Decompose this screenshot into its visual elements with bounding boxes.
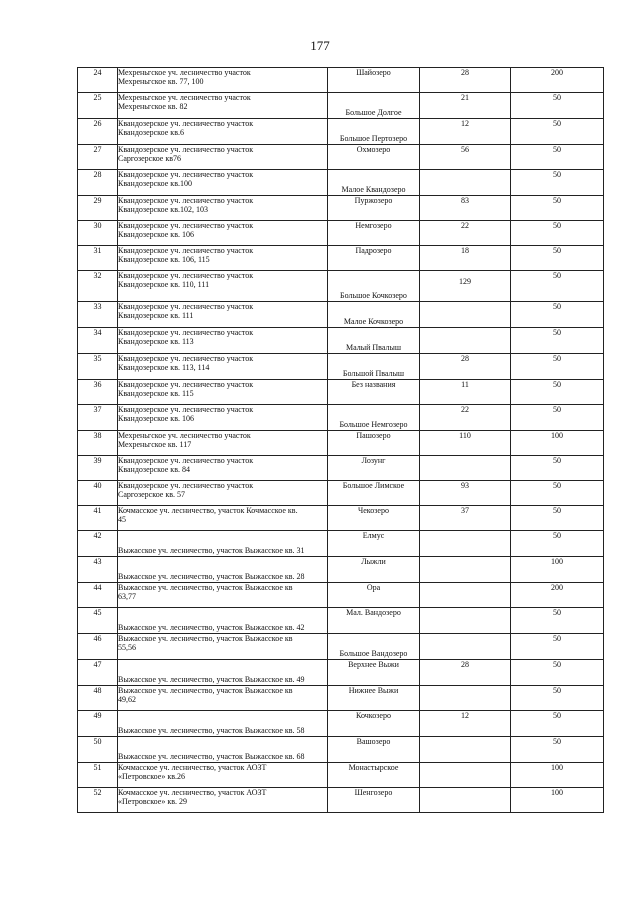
- lake-name: Верхнее Выжи: [328, 660, 420, 686]
- area-value: 11: [420, 380, 511, 405]
- area-value: [420, 302, 511, 328]
- location-line: Квандозерское кв. 115: [118, 389, 194, 398]
- row-number: 34: [78, 328, 118, 354]
- lake-name: Большое Долгое: [328, 93, 420, 119]
- lake-name: Большое Кочкозеро: [328, 271, 420, 302]
- row-number: 51: [78, 763, 118, 788]
- area-value: [420, 456, 511, 481]
- table-row: [78, 302, 604, 328]
- table-row: [78, 170, 604, 196]
- location-cell: [118, 686, 328, 711]
- table-row: [78, 788, 604, 813]
- location-cell: [118, 93, 328, 119]
- location-line: Саргозерское кв. 57: [118, 490, 186, 499]
- limit-value: 100: [511, 788, 604, 813]
- limit-value: 50: [511, 221, 604, 246]
- area-value: [420, 608, 511, 634]
- limit-value: 50: [511, 737, 604, 763]
- area-value: 28: [420, 68, 511, 93]
- table-body: [78, 68, 604, 813]
- location-cell: [118, 246, 328, 271]
- row-number: 52: [78, 788, 118, 813]
- lake-name: Шайозеро: [328, 68, 420, 93]
- location-cell: [118, 145, 328, 170]
- location-line: Мехреньгское уч. лесничество участок: [118, 93, 251, 102]
- location-line: Выжасское уч. лесничество, участок Выжасское кв. 42: [118, 623, 305, 632]
- lake-name: Большое Лимское: [328, 481, 420, 506]
- lake-name: Чекозеро: [328, 506, 420, 531]
- location-line: Квандозерское уч. лесничество участок: [118, 328, 254, 337]
- location-cell: [118, 354, 328, 380]
- location-cell: [118, 271, 328, 302]
- location-line: 55,56: [118, 643, 136, 652]
- location-line: Квандозерское уч. лесничество участок: [118, 170, 254, 179]
- location-cell: [118, 531, 328, 557]
- location-cell: [118, 711, 328, 737]
- area-value: [420, 328, 511, 354]
- table-row: [78, 711, 604, 737]
- table-row: [78, 531, 604, 557]
- table-row: [78, 271, 604, 302]
- location-line: Квандозерское уч. лесничество участок: [118, 302, 254, 311]
- limit-value: 50: [511, 302, 604, 328]
- location-line: Выжасское уч. лесничество, участок Выжасское кв. 49: [118, 675, 305, 684]
- table-row: [78, 354, 604, 380]
- location-line: Квандозерское уч. лесничество участок: [118, 271, 254, 280]
- row-number: 29: [78, 196, 118, 221]
- table-row: [78, 328, 604, 354]
- location-line: «Петровское» кв.26: [118, 772, 185, 781]
- lake-name: Елмус: [328, 531, 420, 557]
- table-row: [78, 583, 604, 608]
- row-number: 47: [78, 660, 118, 686]
- row-number: 50: [78, 737, 118, 763]
- location-line: 49,62: [118, 695, 136, 704]
- location-cell: [118, 634, 328, 660]
- location-cell: [118, 788, 328, 813]
- lake-name: Монастырское: [328, 763, 420, 788]
- limit-value: 50: [511, 506, 604, 531]
- lake-name: Шенгозеро: [328, 788, 420, 813]
- area-value: [420, 788, 511, 813]
- table-row: [78, 686, 604, 711]
- limit-value: 50: [511, 608, 604, 634]
- limit-value: 50: [511, 686, 604, 711]
- limit-value: 50: [511, 145, 604, 170]
- location-line: Квандозерское уч. лесничество участок: [118, 246, 254, 255]
- row-number: 48: [78, 686, 118, 711]
- limit-value: 200: [511, 68, 604, 93]
- area-value: [420, 583, 511, 608]
- location-line: Мехреньгское кв. 117: [118, 440, 192, 449]
- location-line: Квандозерское уч. лесничество участок: [118, 196, 254, 205]
- area-value: 56: [420, 145, 511, 170]
- lake-name: Малый Пвалыш: [328, 328, 420, 354]
- location-line: 63,77: [118, 592, 136, 601]
- lake-name: Лозунг: [328, 456, 420, 481]
- lake-name: Кочкозеро: [328, 711, 420, 737]
- row-number: 40: [78, 481, 118, 506]
- location-line: Квандозерское уч. лесничество участок: [118, 481, 254, 490]
- area-value: 83: [420, 196, 511, 221]
- location-cell: [118, 328, 328, 354]
- table-row: [78, 221, 604, 246]
- table-row: [78, 380, 604, 405]
- row-number: 30: [78, 221, 118, 246]
- location-line: Кочмасское уч. лесничество, участок Кочмасское кв.: [118, 506, 298, 515]
- limit-value: 50: [511, 380, 604, 405]
- area-value: [420, 737, 511, 763]
- limit-value: 50: [511, 271, 604, 302]
- location-cell: [118, 557, 328, 583]
- location-cell: [118, 608, 328, 634]
- table-row: [78, 405, 604, 431]
- area-value: 28: [420, 354, 511, 380]
- lake-name: Большой Пвалыш: [328, 354, 420, 380]
- area-value: 18: [420, 246, 511, 271]
- row-number: 37: [78, 405, 118, 431]
- limit-value: 50: [511, 481, 604, 506]
- limit-value: 50: [511, 711, 604, 737]
- location-line: Квандозерское кв.6: [118, 128, 184, 137]
- limit-value: 50: [511, 660, 604, 686]
- lake-name: Малое Квандозеро: [328, 170, 420, 196]
- location-cell: [118, 170, 328, 196]
- row-number: 45: [78, 608, 118, 634]
- row-number: 44: [78, 583, 118, 608]
- limit-value: 50: [511, 456, 604, 481]
- location-line: Квандозерское кв. 106: [118, 230, 194, 239]
- limit-value: 50: [511, 328, 604, 354]
- location-cell: [118, 119, 328, 145]
- table-row: [78, 431, 604, 456]
- location-cell: [118, 456, 328, 481]
- table-row: [78, 456, 604, 481]
- row-number: 49: [78, 711, 118, 737]
- location-line: Квандозерское кв.102, 103: [118, 205, 208, 214]
- location-cell: [118, 506, 328, 531]
- location-line: Квандозерское кв. 113: [118, 337, 194, 346]
- limit-value: 50: [511, 634, 604, 660]
- location-line: Выжасское уч. лесничество, участок Выжасское кв. 28: [118, 572, 305, 581]
- location-line: Квандозерское уч. лесничество участок: [118, 456, 254, 465]
- table-row: [78, 737, 604, 763]
- lake-name: Большое Пертозеро: [328, 119, 420, 145]
- limit-value: 50: [511, 405, 604, 431]
- lake-name: Мал. Вандозеро: [328, 608, 420, 634]
- table-row: [78, 481, 604, 506]
- lake-name: Большое Вандозеро: [328, 634, 420, 660]
- lake-name: Пашозеро: [328, 431, 420, 456]
- table-row: [78, 557, 604, 583]
- area-value: 28: [420, 660, 511, 686]
- location-cell: [118, 302, 328, 328]
- lake-name: Ора: [328, 583, 420, 608]
- row-number: 33: [78, 302, 118, 328]
- location-cell: [118, 221, 328, 246]
- page-number: 177: [310, 38, 330, 53]
- lakes-table: [77, 67, 604, 813]
- limit-value: 50: [511, 170, 604, 196]
- location-line: «Петровское» кв. 29: [118, 797, 187, 806]
- location-line: Выжасское уч. лесничество, участок Выжасское кв: [118, 583, 293, 592]
- location-line: Выжасское уч. лесничество, участок Выжасское кв. 31: [118, 546, 305, 555]
- area-value: 37: [420, 506, 511, 531]
- lake-name: Большое Немгозеро: [328, 405, 420, 431]
- row-number: 25: [78, 93, 118, 119]
- lake-name: Малое Кочкозеро: [328, 302, 420, 328]
- location-line: Квандозерское уч. лесничество участок: [118, 221, 254, 230]
- table-row: [78, 68, 604, 93]
- limit-value: 100: [511, 431, 604, 456]
- location-line: Квандозерское уч. лесничество участок: [118, 405, 254, 414]
- table-row: [78, 145, 604, 170]
- location-line: Кочмасское уч. лесничество, участок АОЗТ: [118, 763, 267, 772]
- location-line: Выжасское уч. лесничество, участок Выжасское кв: [118, 634, 293, 643]
- table-row: [78, 763, 604, 788]
- limit-value: 50: [511, 93, 604, 119]
- location-cell: [118, 380, 328, 405]
- row-number: 42: [78, 531, 118, 557]
- location-line: Мехреньгское кв. 77, 100: [118, 77, 204, 86]
- area-value: 110: [420, 431, 511, 456]
- location-line: Мехреньгское уч. лесничество участок: [118, 431, 251, 440]
- row-number: 27: [78, 145, 118, 170]
- row-number: 41: [78, 506, 118, 531]
- location-line: Квандозерское кв. 106: [118, 414, 194, 423]
- location-cell: [118, 405, 328, 431]
- area-value: 93: [420, 481, 511, 506]
- table-row: [78, 246, 604, 271]
- table-row: [78, 660, 604, 686]
- location-cell: [118, 660, 328, 686]
- area-value: 12: [420, 119, 511, 145]
- area-value: [420, 531, 511, 557]
- limit-value: 50: [511, 196, 604, 221]
- lake-name: Падрозеро: [328, 246, 420, 271]
- row-number: 24: [78, 68, 118, 93]
- location-line: Квандозерское кв. 113, 114: [118, 363, 210, 372]
- location-line: Квандозерское уч. лесничество участок: [118, 354, 254, 363]
- table-row: [78, 119, 604, 145]
- lake-name: Немгозеро: [328, 221, 420, 246]
- limit-value: 50: [511, 119, 604, 145]
- lake-name: Пуржозеро: [328, 196, 420, 221]
- location-line: Кочмасское уч. лесничество, участок АОЗТ: [118, 788, 267, 797]
- limit-value: 100: [511, 557, 604, 583]
- row-number: 46: [78, 634, 118, 660]
- row-number: 35: [78, 354, 118, 380]
- row-number: 38: [78, 431, 118, 456]
- row-number: 26: [78, 119, 118, 145]
- location-line: Выжасское уч. лесничество, участок Выжасское кв. 68: [118, 752, 305, 761]
- lake-name: Нижнее Выжи: [328, 686, 420, 711]
- area-value: [420, 686, 511, 711]
- table-row: [78, 196, 604, 221]
- location-line: Выжасское уч. лесничество, участок Выжасское кв. 58: [118, 726, 305, 735]
- area-value: 21: [420, 93, 511, 119]
- area-value: [420, 634, 511, 660]
- location-cell: [118, 196, 328, 221]
- location-line: Мехреньгское кв. 82: [118, 102, 188, 111]
- location-cell: [118, 737, 328, 763]
- location-cell: [118, 583, 328, 608]
- location-line: Мехреньгское уч. лесничество участок: [118, 68, 251, 77]
- area-value: 12: [420, 711, 511, 737]
- row-number: 32: [78, 271, 118, 302]
- area-value: 22: [420, 405, 511, 431]
- location-line: Квандозерское кв.100: [118, 179, 192, 188]
- lake-name: Вашозеро: [328, 737, 420, 763]
- location-line: Квандозерское уч. лесничество участок: [118, 145, 254, 154]
- location-line: Квандозерское уч. лесничество участок: [118, 119, 254, 128]
- location-line: Саргозерское кв76: [118, 154, 182, 163]
- table-row: [78, 506, 604, 531]
- area-value: [420, 557, 511, 583]
- location-line: Выжасское уч. лесничество, участок Выжасское кв: [118, 686, 293, 695]
- area-value: [420, 170, 511, 196]
- table-row: [78, 608, 604, 634]
- lake-name: Лыжли: [328, 557, 420, 583]
- area-value: [420, 763, 511, 788]
- location-cell: [118, 763, 328, 788]
- area-value: 129: [420, 271, 511, 302]
- location-line: Квандозерское уч. лесничество участок: [118, 380, 254, 389]
- location-cell: [118, 431, 328, 456]
- row-number: 36: [78, 380, 118, 405]
- limit-value: 50: [511, 354, 604, 380]
- limit-value: 50: [511, 531, 604, 557]
- limit-value: 50: [511, 246, 604, 271]
- location-line: Квандозерское кв. 110, 111: [118, 280, 210, 289]
- lake-name: Охмозеро: [328, 145, 420, 170]
- location-cell: [118, 481, 328, 506]
- location-line: Квандозерское кв. 111: [118, 311, 194, 320]
- location-cell: [118, 68, 328, 93]
- limit-value: 200: [511, 583, 604, 608]
- limit-value: 100: [511, 763, 604, 788]
- row-number: 43: [78, 557, 118, 583]
- table-row: [78, 634, 604, 660]
- location-line: Квандозерское кв. 84: [118, 465, 190, 474]
- row-number: 39: [78, 456, 118, 481]
- location-line: Квандозерское кв. 106, 115: [118, 255, 210, 264]
- area-value: 22: [420, 221, 511, 246]
- table-row: [78, 93, 604, 119]
- row-number: 28: [78, 170, 118, 196]
- lake-name: Без названия: [328, 380, 420, 405]
- row-number: 31: [78, 246, 118, 271]
- location-line: 45: [118, 515, 126, 524]
